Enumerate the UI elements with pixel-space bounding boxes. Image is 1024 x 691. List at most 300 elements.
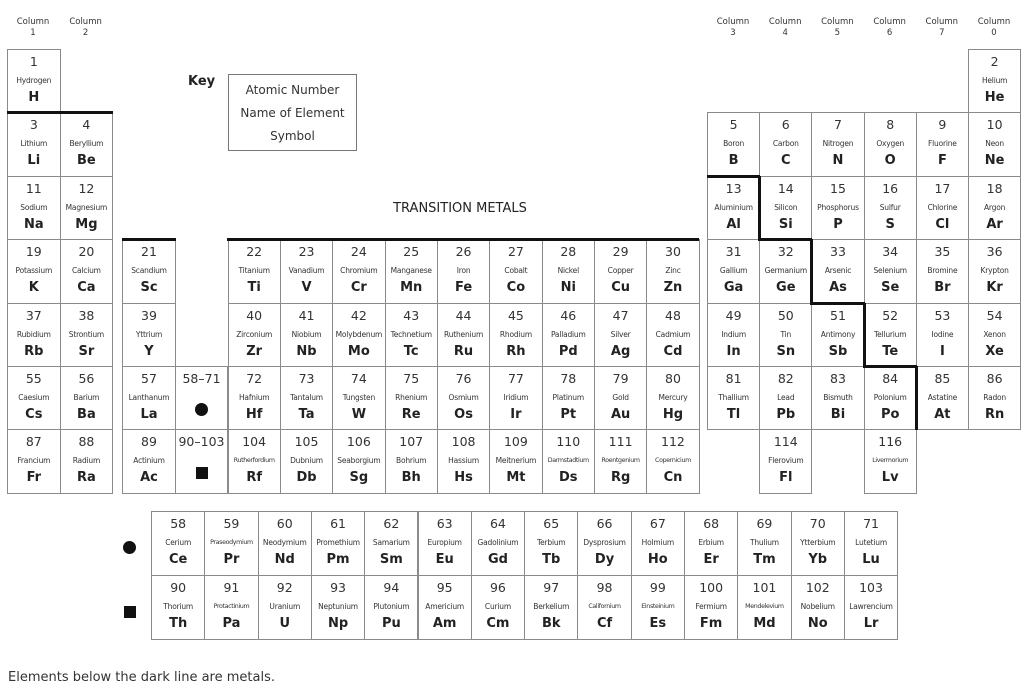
element-cell-cn[interactable] [646,429,699,493]
staircase-1 [707,175,760,178]
element-symbol: Sb [828,343,848,359]
element-cell-rg[interactable] [594,429,647,493]
element-symbol: Zn [663,280,683,296]
element-symbol: Kr [986,280,1003,296]
element-cell-sc[interactable] [122,239,176,303]
atomic-number: 28 [560,244,577,260]
element-name: Gadolinium [477,538,519,547]
element-cell-p[interactable] [811,176,864,240]
element-name: Lanthanum [128,393,170,402]
element-symbol: Nb [296,343,317,359]
element-symbol: Po [880,407,900,422]
element-name: Holmium [641,538,675,547]
atomic-number: 22 [246,244,263,260]
element-name: Calcium [71,266,101,276]
element-cell-tc[interactable] [385,303,438,367]
element-cell-es[interactable] [631,575,685,640]
element-cell-nd[interactable] [258,511,312,576]
element-name: Astatine [927,393,958,402]
element-cell-b[interactable] [707,112,760,176]
staircase-8 [915,366,918,430]
element-name: Cobalt [504,266,528,276]
element-cell-y[interactable] [122,303,176,367]
atomic-number: 54 [986,307,1003,323]
element-cell-xe[interactable] [968,303,1021,367]
element-symbol: C [781,153,791,169]
transition-metals-top-line [227,238,699,241]
element-cell-h[interactable] [7,49,61,113]
atomic-number: 19 [25,244,42,260]
element-cell-am[interactable] [418,575,472,640]
element-cell-pm[interactable] [311,511,365,576]
element-cell-pt[interactable] [542,366,595,430]
element-cell-ac[interactable] [122,429,176,493]
element-cell-te[interactable] [864,303,917,367]
element-cell-zn[interactable] [646,239,699,303]
atomic-number: 34 [882,244,899,260]
element-cell-tl[interactable] [707,366,760,430]
element-name: Cerium [165,538,192,547]
element-cell-fr[interactable] [7,429,61,493]
element-name: Chlorine [927,202,958,212]
element-name: Oxygen [876,139,905,149]
element-name: Cadmium [655,329,691,339]
element-name: Lead [777,393,795,402]
atomic-number: 79 [612,371,629,386]
element-cell-np[interactable] [311,575,365,640]
element-cell-ho[interactable] [631,511,685,576]
element-cell-br[interactable] [916,239,969,303]
element-cell-tb[interactable] [524,511,578,576]
element-cell-al[interactable] [707,176,760,240]
element-cell-sn[interactable] [759,303,812,367]
element-cell-sb[interactable] [811,303,864,367]
element-cell-ar[interactable] [968,176,1021,240]
element-name: Tin [780,329,792,339]
element-cell-ir[interactable] [489,366,542,430]
element-symbol: I [939,343,945,359]
element-cell-lv[interactable] [864,429,917,493]
atomic-number: 104 [242,434,267,450]
atomic-number: 78 [560,371,577,386]
element-cell-lu[interactable] [844,511,898,576]
element-cell-fe[interactable] [437,239,490,303]
element-name: Xenon [983,329,1006,339]
element-cell-rn[interactable] [968,366,1021,430]
element-cell-hg[interactable] [646,366,699,430]
element-name: Ruthenium [444,329,484,339]
atomic-number: 21 [141,244,157,260]
element-name: Polonium [873,393,907,402]
element-cell-ra[interactable] [60,429,114,493]
element-symbol: Ag [610,343,631,359]
atomic-number: 12 [78,180,95,196]
element-cell-cf[interactable] [577,575,631,640]
column-header-number: 1 [30,28,36,38]
element-name: Terbium [536,538,566,547]
element-symbol: Ge [776,280,796,296]
atomic-number: 27 [507,244,524,260]
element-cell-s[interactable] [864,176,917,240]
element-cell-ag[interactable] [594,303,647,367]
element-symbol: Mo [347,343,370,359]
element-name: Niobium [291,329,322,339]
element-cell-ni[interactable] [542,239,595,303]
element-cell-zr[interactable] [228,303,281,367]
atomic-number: 43 [403,307,420,323]
element-cell-sg[interactable] [332,429,385,493]
atomic-number: 82 [777,371,794,386]
element-symbol: Rf [246,470,262,486]
element-cell-pr[interactable] [204,511,258,576]
element-cell-dy[interactable] [577,511,631,576]
atomic-number: 40 [246,307,263,323]
element-cell-rh[interactable] [489,303,542,367]
element-cell-mo[interactable] [332,303,385,367]
atomic-number: 48 [665,307,681,323]
element-cell-u[interactable] [258,575,312,640]
element-cell-mt[interactable] [489,429,542,493]
element-name: Neon [985,139,1004,149]
element-symbol: Sm [379,552,403,567]
atomic-number: 51 [830,307,846,323]
element-name: Magnesium [65,202,108,212]
atomic-number: 10 [986,117,1003,133]
element-cell-ne[interactable] [968,112,1021,176]
element-cell-fm[interactable] [684,575,738,640]
element-symbol: Pa [222,615,241,631]
element-symbol: Eu [435,552,454,567]
atomic-number: 24 [350,244,367,260]
element-symbol: No [807,615,828,631]
element-cell-re[interactable] [385,366,438,430]
element-cell-co[interactable] [489,239,542,303]
element-cell-rf[interactable] [228,429,281,493]
element-name: Gold [612,393,629,402]
element-cell-md[interactable] [737,575,791,640]
atomic-number: 4 [82,117,91,133]
atomic-number: 69 [756,516,773,531]
atomic-number: 33 [830,244,846,260]
element-name: Lithium [20,139,48,149]
element-cell-v[interactable] [280,239,333,303]
element-cell-db[interactable] [280,429,333,493]
element-symbol: Au [610,407,631,422]
element-cell-po[interactable] [864,366,917,430]
atomic-number: 110 [556,434,581,450]
element-cell-au[interactable] [594,366,647,430]
element-cell-w[interactable] [332,366,385,430]
element-cell-bk[interactable] [524,575,578,640]
column-header-label: Column [69,17,102,27]
element-name: Sulfur [879,202,901,212]
element-name: Bismuth [823,393,853,402]
atomic-number: 108 [451,434,476,450]
element-symbol: Rb [24,343,44,359]
column-header-label: Column [716,17,750,27]
element-symbol: La [140,407,158,422]
atomic-number: 30 [665,244,681,260]
element-symbol: Rh [506,343,526,359]
atomic-number: 85 [934,371,951,386]
element-name: Californium [588,602,621,610]
atomic-number: 32 [777,244,794,260]
element-cell-k[interactable] [7,239,61,303]
element-symbol: Ba [77,407,96,422]
element-name: Protactinium [213,602,250,610]
element-name: Caesium [18,393,50,402]
element-cell-tm[interactable] [737,511,791,576]
circle-marker-icon [123,541,136,554]
staircase-7 [863,365,917,368]
element-cell-he[interactable] [968,49,1021,113]
element-name: Iodine [931,329,954,339]
atomic-number: 44 [455,307,472,323]
atomic-number: 1 [29,54,38,69]
element-symbol: Tm [753,552,776,567]
lanthanide-placeholder[interactable] [175,366,228,430]
element-name: Hassium [448,456,479,466]
element-symbol: O [884,153,896,169]
element-symbol: Mt [506,470,526,486]
column-header-number: 6 [886,28,893,38]
element-name: Silver [610,329,631,339]
column-header-label: Column [925,17,959,27]
element-cell-pb[interactable] [759,366,812,430]
element-name: Flerovium [768,456,804,466]
element-cell-mg[interactable] [60,176,114,240]
transition-metals-title: TRANSITION METALS [393,201,527,216]
element-cell-o[interactable] [864,112,917,176]
element-symbol: Re [401,407,421,422]
element-symbol: Fe [454,280,473,296]
atomic-number: 37 [25,307,42,323]
atomic-number: 111 [608,434,633,450]
atomic-number: 97 [543,579,560,595]
element-cell-hs[interactable] [437,429,490,493]
atomic-number: 80 [665,371,681,386]
element-cell-th[interactable] [151,575,205,640]
element-cell-fl[interactable] [759,429,812,493]
staircase-3 [758,238,812,241]
element-symbol: Os [454,407,473,422]
element-cell-c[interactable] [759,112,812,176]
element-name: Seaborgium [337,456,381,466]
atomic-number: 87 [25,434,42,450]
element-name: Krypton [980,266,1009,276]
element-name: Argon [984,202,1006,212]
element-cell-na[interactable] [7,176,61,240]
element-cell-cr[interactable] [332,239,385,303]
element-symbol: Gd [487,552,508,567]
element-name: Europium [427,538,462,547]
atomic-number: 53 [934,307,951,323]
atomic-number: 55 [25,371,42,386]
element-cell-hf[interactable] [228,366,281,430]
placeholder-range: 58–71 [182,371,221,386]
staircase-6 [863,303,866,366]
element-cell-ce[interactable] [151,511,205,576]
element-name: Darmstadtium [547,457,589,465]
element-name: Einsteinium [641,602,675,610]
element-cell-be[interactable] [60,112,114,176]
element-cell-sm[interactable] [364,511,418,576]
element-cell-n[interactable] [811,112,864,176]
atomic-number: 20 [78,244,95,260]
element-cell-ca[interactable] [60,239,114,303]
atomic-number: 62 [383,516,400,531]
atomic-number: 13 [725,180,742,196]
element-cell-ds[interactable] [542,429,595,493]
column-header-4 [759,17,811,39]
atomic-number: 84 [882,371,899,386]
element-cell-cd[interactable] [646,303,699,367]
element-name: Erbium [698,538,724,547]
element-cell-in[interactable] [707,303,760,367]
hydrogen-divider-line [7,111,113,114]
element-symbol: Ce [168,552,188,567]
element-name: Nickel [557,266,579,276]
element-name: Molybdenum [335,329,383,339]
element-cell-pa[interactable] [204,575,258,640]
element-cell-gd[interactable] [471,511,525,576]
element-cell-pu[interactable] [364,575,418,640]
element-cell-la[interactable] [122,366,176,430]
element-cell-nb[interactable] [280,303,333,367]
element-cell-yb[interactable] [791,511,845,576]
element-cell-ba[interactable] [60,366,114,430]
element-symbol: Bi [830,407,846,422]
element-cell-cm[interactable] [471,575,525,640]
element-name: Dysprosium [583,538,626,547]
atomic-number: 93 [330,579,346,595]
element-cell-li[interactable] [7,112,61,176]
element-cell-ga[interactable] [707,239,760,303]
atomic-number: 38 [78,307,95,323]
element-name: Livermorium [872,457,909,465]
staircase-4 [810,239,813,302]
actinide-placeholder[interactable] [175,429,228,493]
element-cell-si[interactable] [759,176,812,240]
element-name: Roentgenium [601,457,640,465]
element-cell-cl[interactable] [916,176,969,240]
atomic-number: 59 [223,516,240,531]
element-cell-rb[interactable] [7,303,61,367]
element-cell-kr[interactable] [968,239,1021,303]
atomic-number: 63 [436,516,453,531]
element-cell-er[interactable] [684,511,738,576]
atomic-number: 73 [298,371,315,386]
element-symbol: Pt [560,407,577,422]
element-name: Nobelium [800,601,835,611]
element-symbol: Cn [663,470,683,486]
element-name: Barium [73,393,100,402]
element-symbol: Lr [863,615,879,631]
staircase-5 [810,302,864,305]
atomic-number: 5 [729,117,738,133]
element-symbol: Ar [986,216,1003,232]
element-cell-ge[interactable] [759,239,812,303]
atomic-number: 107 [399,434,424,450]
element-cell-bi[interactable] [811,366,864,430]
element-symbol: Xe [985,343,1004,359]
column-header-number: 7 [939,28,945,38]
element-cell-f[interactable] [916,112,969,176]
atomic-number: 50 [777,307,794,323]
element-cell-at[interactable] [916,366,969,430]
atomic-number: 7 [834,117,842,133]
element-symbol: Li [27,153,41,169]
element-cell-mn[interactable] [385,239,438,303]
lanthanide-placeholder-marker [176,401,227,420]
element-name: Mercury [658,393,688,402]
element-cell-lr[interactable] [844,575,898,640]
element-cell-ta[interactable] [280,366,333,430]
element-cell-cs[interactable] [7,366,61,430]
element-cell-os[interactable] [437,366,490,430]
element-name: Thulium [749,538,779,547]
atomic-number: 86 [986,371,1003,386]
element-cell-eu[interactable] [418,511,472,576]
element-cell-bh[interactable] [385,429,438,493]
element-name: Strontium [68,329,105,339]
element-cell-ru[interactable] [437,303,490,367]
element-cell-sr[interactable] [60,303,114,367]
element-name: Thallium [718,393,749,402]
element-symbol: Pb [776,407,796,422]
element-symbol: Be [77,153,96,169]
atomic-number: 35 [934,244,951,260]
element-name: Silicon [774,202,798,212]
element-name: Vanadium [288,266,325,276]
element-cell-se[interactable] [864,239,917,303]
atomic-number: 60 [276,516,293,531]
element-symbol: Rg [610,470,631,486]
atomic-number: 72 [246,371,263,386]
key-label: Key [188,74,216,89]
element-name: Scandium [131,266,167,276]
element-cell-pd[interactable] [542,303,595,367]
atomic-number: 6 [781,117,790,133]
element-name: Meitnerium [495,456,537,466]
element-symbol: Co [506,280,526,296]
element-name: Berkelium [533,601,570,611]
atomic-number: 112 [661,434,685,450]
element-symbol: Lv [881,470,899,486]
element-name: Samarium [372,538,410,547]
element-name: Tungsten [342,393,376,402]
element-symbol: Y [144,343,154,359]
element-cell-cu[interactable] [594,239,647,303]
element-symbol: Sg [349,470,369,486]
element-cell-i[interactable] [916,303,969,367]
element-symbol: Tb [542,552,561,567]
atomic-number: 64 [489,516,506,531]
element-cell-ti[interactable] [228,239,281,303]
element-name: Rhodium [499,329,532,339]
atomic-number: 66 [596,516,613,531]
element-symbol: Hf [245,407,263,422]
atomic-number: 41 [298,307,315,323]
atomic-number: 89 [141,434,157,450]
atomic-number: 2 [990,54,999,69]
column-header-7 [916,17,968,39]
element-cell-no[interactable] [791,575,845,640]
atomic-number: 71 [863,516,879,531]
element-cell-as[interactable] [811,239,864,303]
element-name: Titanium [238,266,270,276]
key-line-2: Symbol [270,129,315,143]
